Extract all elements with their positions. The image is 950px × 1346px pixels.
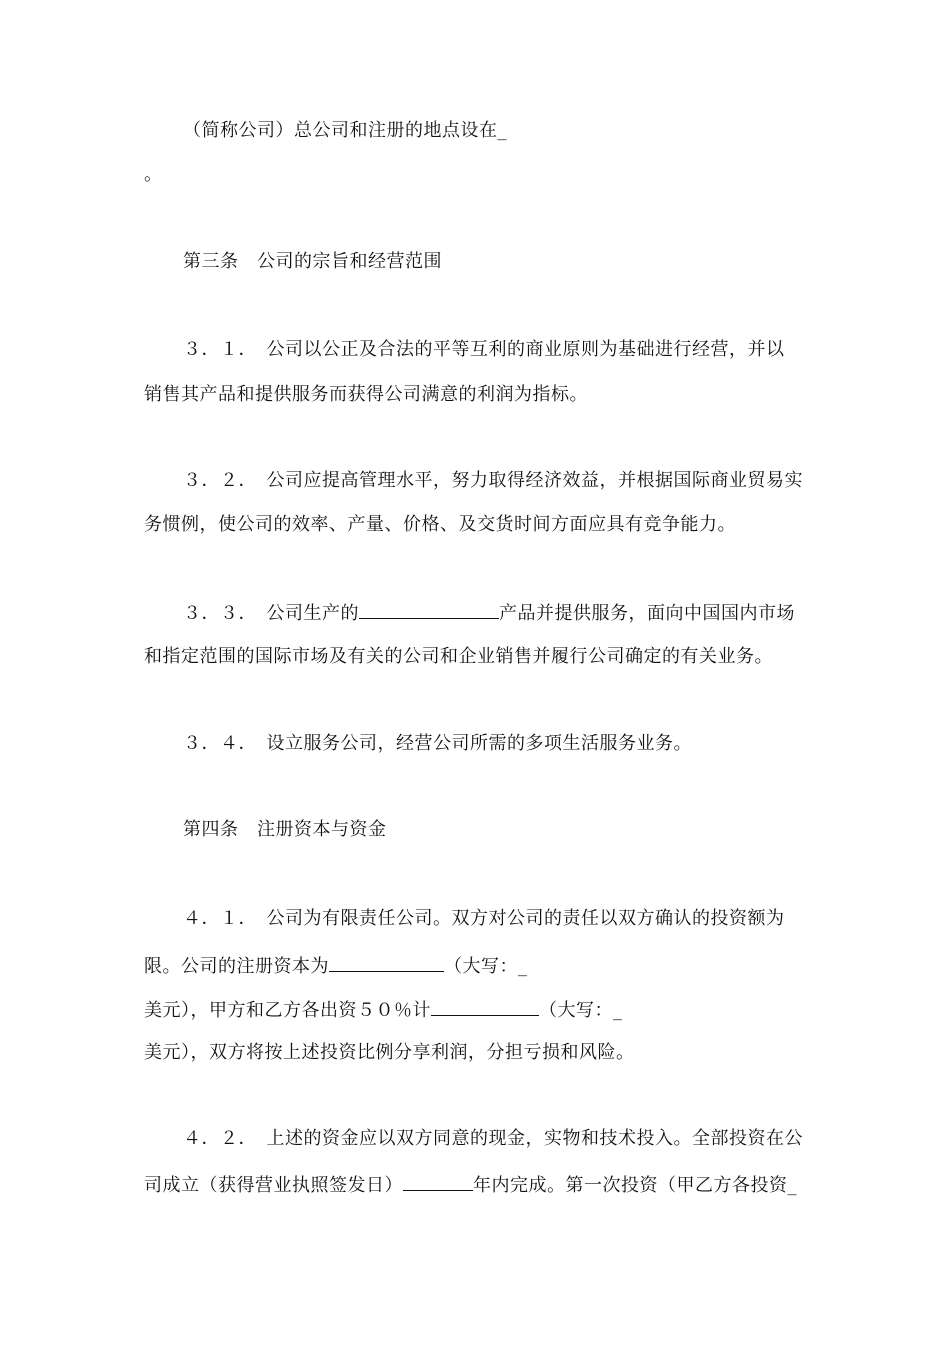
- clause-4-1-text-c: 美元），甲方和乙方各出资５０％计: [144, 1000, 431, 1021]
- clause-3-1-line-1: ３．１． 公司以公正及合法的平等互利的商业原则为基础进行经营，并以: [183, 339, 785, 360]
- fill-in-blank: [431, 997, 539, 1016]
- clause-4-1-line-3: [144, 997, 623, 1023]
- article-3-heading: 第三条 公司的宗旨和经营范围: [183, 251, 442, 272]
- clause-4-1-line-2: [144, 953, 528, 979]
- clause-3-3-line-2: 和指定范围的国际市场及有关的公司和企业销售并履行公司确定的有关业务。: [144, 646, 773, 667]
- clause-3-3-text-b: 产品并提供服务，面向中国国内市场: [499, 603, 795, 624]
- fill-in-blank: [359, 600, 499, 619]
- clause-4-1-line-4: 美元），双方将按上述投资比例分享利润，分担亏损和风险。: [144, 1042, 635, 1063]
- clause-4-2-text-b: 年内完成。第一次投资（甲乙方各投资_: [473, 1175, 797, 1196]
- clause-4-1-text-a: 限。公司的注册资本为: [144, 956, 329, 977]
- clause-4-2-line-1: ４．２． 上述的资金应以双方同意的现金，实物和技术投入。全部投资在公: [183, 1128, 803, 1149]
- clause-3-2-line-2: 务惯例，使公司的效率、产量、价格、及交货时间方面应具有竞争能力。: [144, 514, 736, 535]
- clause-3-4-line-1: ３．４． 设立服务公司，经营公司所需的多项生活服务业务。: [183, 733, 692, 754]
- clause-3-1-line-2: 销售其产品和提供服务而获得公司满意的利润为指标。: [144, 384, 588, 405]
- fill-in-blank: [329, 953, 444, 972]
- clause-3-3-text-a: ３．３． 公司生产的: [183, 603, 359, 624]
- text-line: （简称公司）总公司和注册的地点设在_: [183, 120, 507, 141]
- text-line: 。: [144, 164, 163, 185]
- clause-4-1-text-d: （大写：_: [539, 1000, 623, 1021]
- clause-3-3-line-1: [183, 600, 795, 626]
- clause-4-2-text-a: 司成立（获得营业执照签发日）: [144, 1175, 403, 1196]
- clause-4-1-text-b: （大写：_: [444, 956, 528, 977]
- clause-4-2-line-2: [144, 1172, 797, 1198]
- clause-3-2-line-1: ３．２． 公司应提高管理水平，努力取得经济效益，并根据国际商业贸易实: [183, 470, 803, 491]
- clause-4-1-line-1: ４．１． 公司为有限责任公司。双方对公司的责任以双方确认的投资额为: [183, 908, 785, 929]
- article-4-heading: 第四条 注册资本与资金: [183, 819, 387, 840]
- fill-in-blank: [403, 1172, 473, 1191]
